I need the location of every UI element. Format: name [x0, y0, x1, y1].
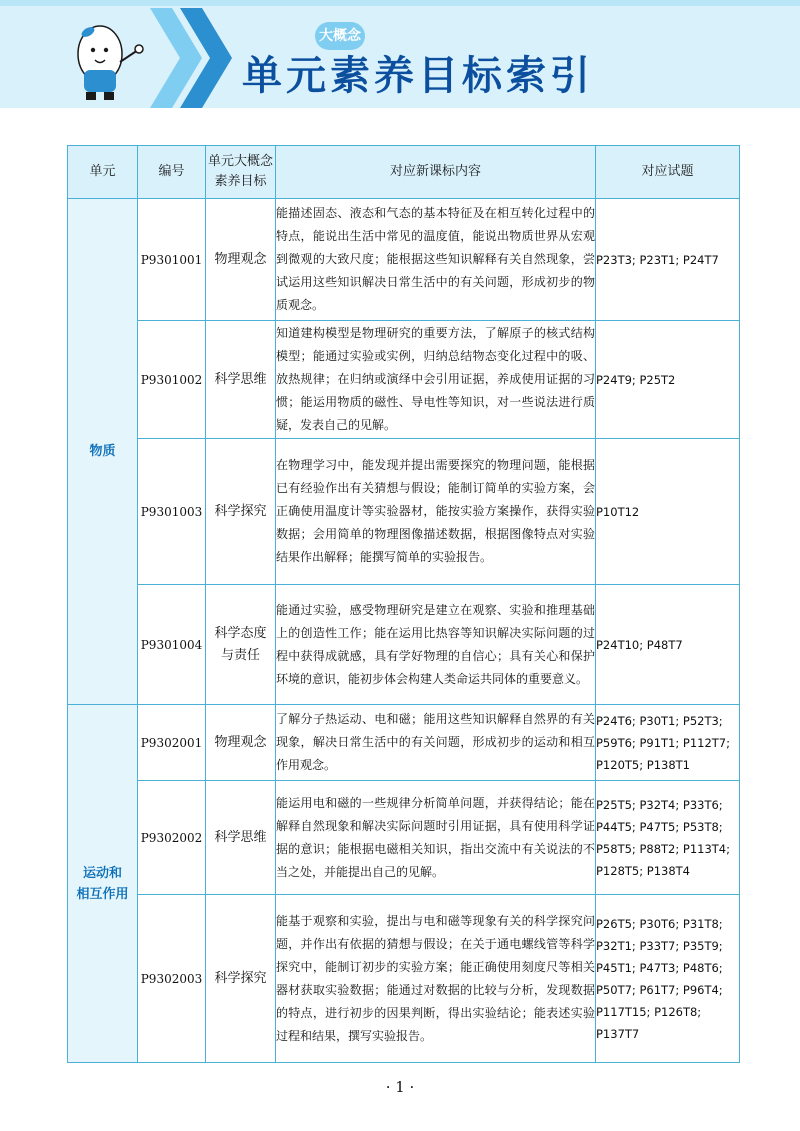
header-code: 编号	[138, 146, 206, 199]
big-concept-badge: 大概念	[315, 22, 365, 50]
header-unit: 单元	[68, 146, 138, 199]
tests-cell: P10T12	[596, 439, 740, 585]
table-header-row	[68, 146, 740, 199]
title-box	[222, 36, 782, 100]
table-row	[68, 321, 740, 439]
unit-cell-matter: 物质	[68, 199, 138, 705]
content-cell: 能通过实验，感受物理研究是建立在观察、实验和推理基础上的创造性工作；能在运用比热容等知识解决实际问题的过程中获得成就感，具有学好物理的自信心；具有关心和保护环境的意识，能初步体会构建人类命运共同体的重要意义。	[276, 585, 596, 705]
tests-cell: P24T9; P25T2	[596, 321, 740, 439]
goal-cell: 物理观念	[206, 705, 276, 781]
table-row	[68, 895, 740, 1063]
page-number: · 1 ·	[385, 1078, 415, 1096]
header-goal: 单元大概念 素养目标	[206, 146, 276, 199]
page-title: 单元素养目标索引	[242, 53, 594, 99]
egg-mascot-icon	[58, 10, 153, 105]
goal-cell: 科学探究	[206, 895, 276, 1063]
banner-strip	[0, 0, 800, 6]
header-banner	[0, 0, 800, 108]
tests-cell: P23T3; P23T1; P24T7	[596, 199, 740, 321]
content-cell: 能描述固态、液态和气态的基本特征及在相互转化过程中的特点，能说出生活中常见的温度值，能说出物质世界从宏观到微观的大致尺度；能根据这些知识解释有关自然现象，尝试运用这些知识解决日常生活中的有关问题，形成初步的物质观念。	[276, 199, 596, 321]
table-row	[68, 439, 740, 585]
code-cell: P9301003	[138, 439, 206, 585]
table-row	[68, 705, 740, 781]
code-cell: P9302002	[138, 781, 206, 895]
tests-cell: P24T6; P30T1; P52T3; P59T6; P91T1; P112T7; P120T5; P138T1	[596, 705, 740, 781]
table-row	[68, 781, 740, 895]
content-cell: 能运用电和磁的一些规律分析简单问题，并获得结论；能在解释自然现象和解决实际问题时引用证据，具有使用科学证据的意识；能根据电磁相关知识，指出交流中有关说法的不当之处，并能提出自己的见解。	[276, 781, 596, 895]
header-content: 对应新课标内容	[276, 146, 596, 199]
code-cell: P9302003	[138, 895, 206, 1063]
tests-cell: P26T5; P30T6; P31T8; P32T1; P33T7; P35T9; P45T1; P47T3; P48T6; P50T7; P61T7; P96T4; P117T15; P126T8; P137T7	[596, 895, 740, 1063]
code-cell: P9301002	[138, 321, 206, 439]
goal-cell: 科学思维	[206, 781, 276, 895]
content-cell: 在物理学习中，能发现并提出需要探究的物理问题，能根据已有经验作出有关猜想与假设；能制订简单的实验方案，会正确使用温度计等实验器材，能按实验方案操作，获得实验数据；会用简单的物理图像描述数据，根据图像特点对实验结果作出解释；能撰写简单的实验报告。	[276, 439, 596, 585]
content-cell: 了解分子热运动、电和磁；能用这些知识解释自然界的有关现象，解决日常生活中的有关问题，形成初步的运动和相互作用观念。	[276, 705, 596, 781]
content-cell: 知道建构模型是物理研究的重要方法，了解原子的核式结构模型；能通过实验或实例，归纳总结物态变化过程中的吸、放热规律；在归纳或演绎中会引用证据，养成使用证据的习惯；能运用物质的磁性、导电性等知识，对一些说法进行质疑，发表自己的见解。	[276, 321, 596, 439]
header-tests: 对应试题	[596, 146, 740, 199]
code-cell: P9302001	[138, 705, 206, 781]
tests-cell: P25T5; P32T4; P33T6; P44T5; P47T5; P53T8; P58T5; P88T2; P113T4; P128T5; P138T4	[596, 781, 740, 895]
table-row	[68, 585, 740, 705]
goal-cell: 科学思维	[206, 321, 276, 439]
goal-cell: 科学探究	[206, 439, 276, 585]
tests-cell: P24T10; P48T7	[596, 585, 740, 705]
unit-cell-motion: 运动和 相互作用	[68, 705, 138, 1063]
index-table	[67, 145, 740, 1063]
table-row	[68, 199, 740, 321]
code-cell: P9301001	[138, 199, 206, 321]
content-cell: 能基于观察和实验，提出与电和磁等现象有关的科学探究问题，并作出有依据的猜想与假设；在关于通电螺线管等科学探究中，能制订初步的实验方案；能正确使用刻度尺等相关器材获取实验数据；能通过对数据的比较与分析，发现数据的特点，进行初步的因果判断，得出实验结论；能表述实验过程和结果，撰写实验报告。	[276, 895, 596, 1063]
index-table-wrapper	[67, 145, 739, 1063]
goal-cell: 科学态度 与责任	[206, 585, 276, 705]
code-cell: P9301004	[138, 585, 206, 705]
goal-cell: 物理观念	[206, 199, 276, 321]
